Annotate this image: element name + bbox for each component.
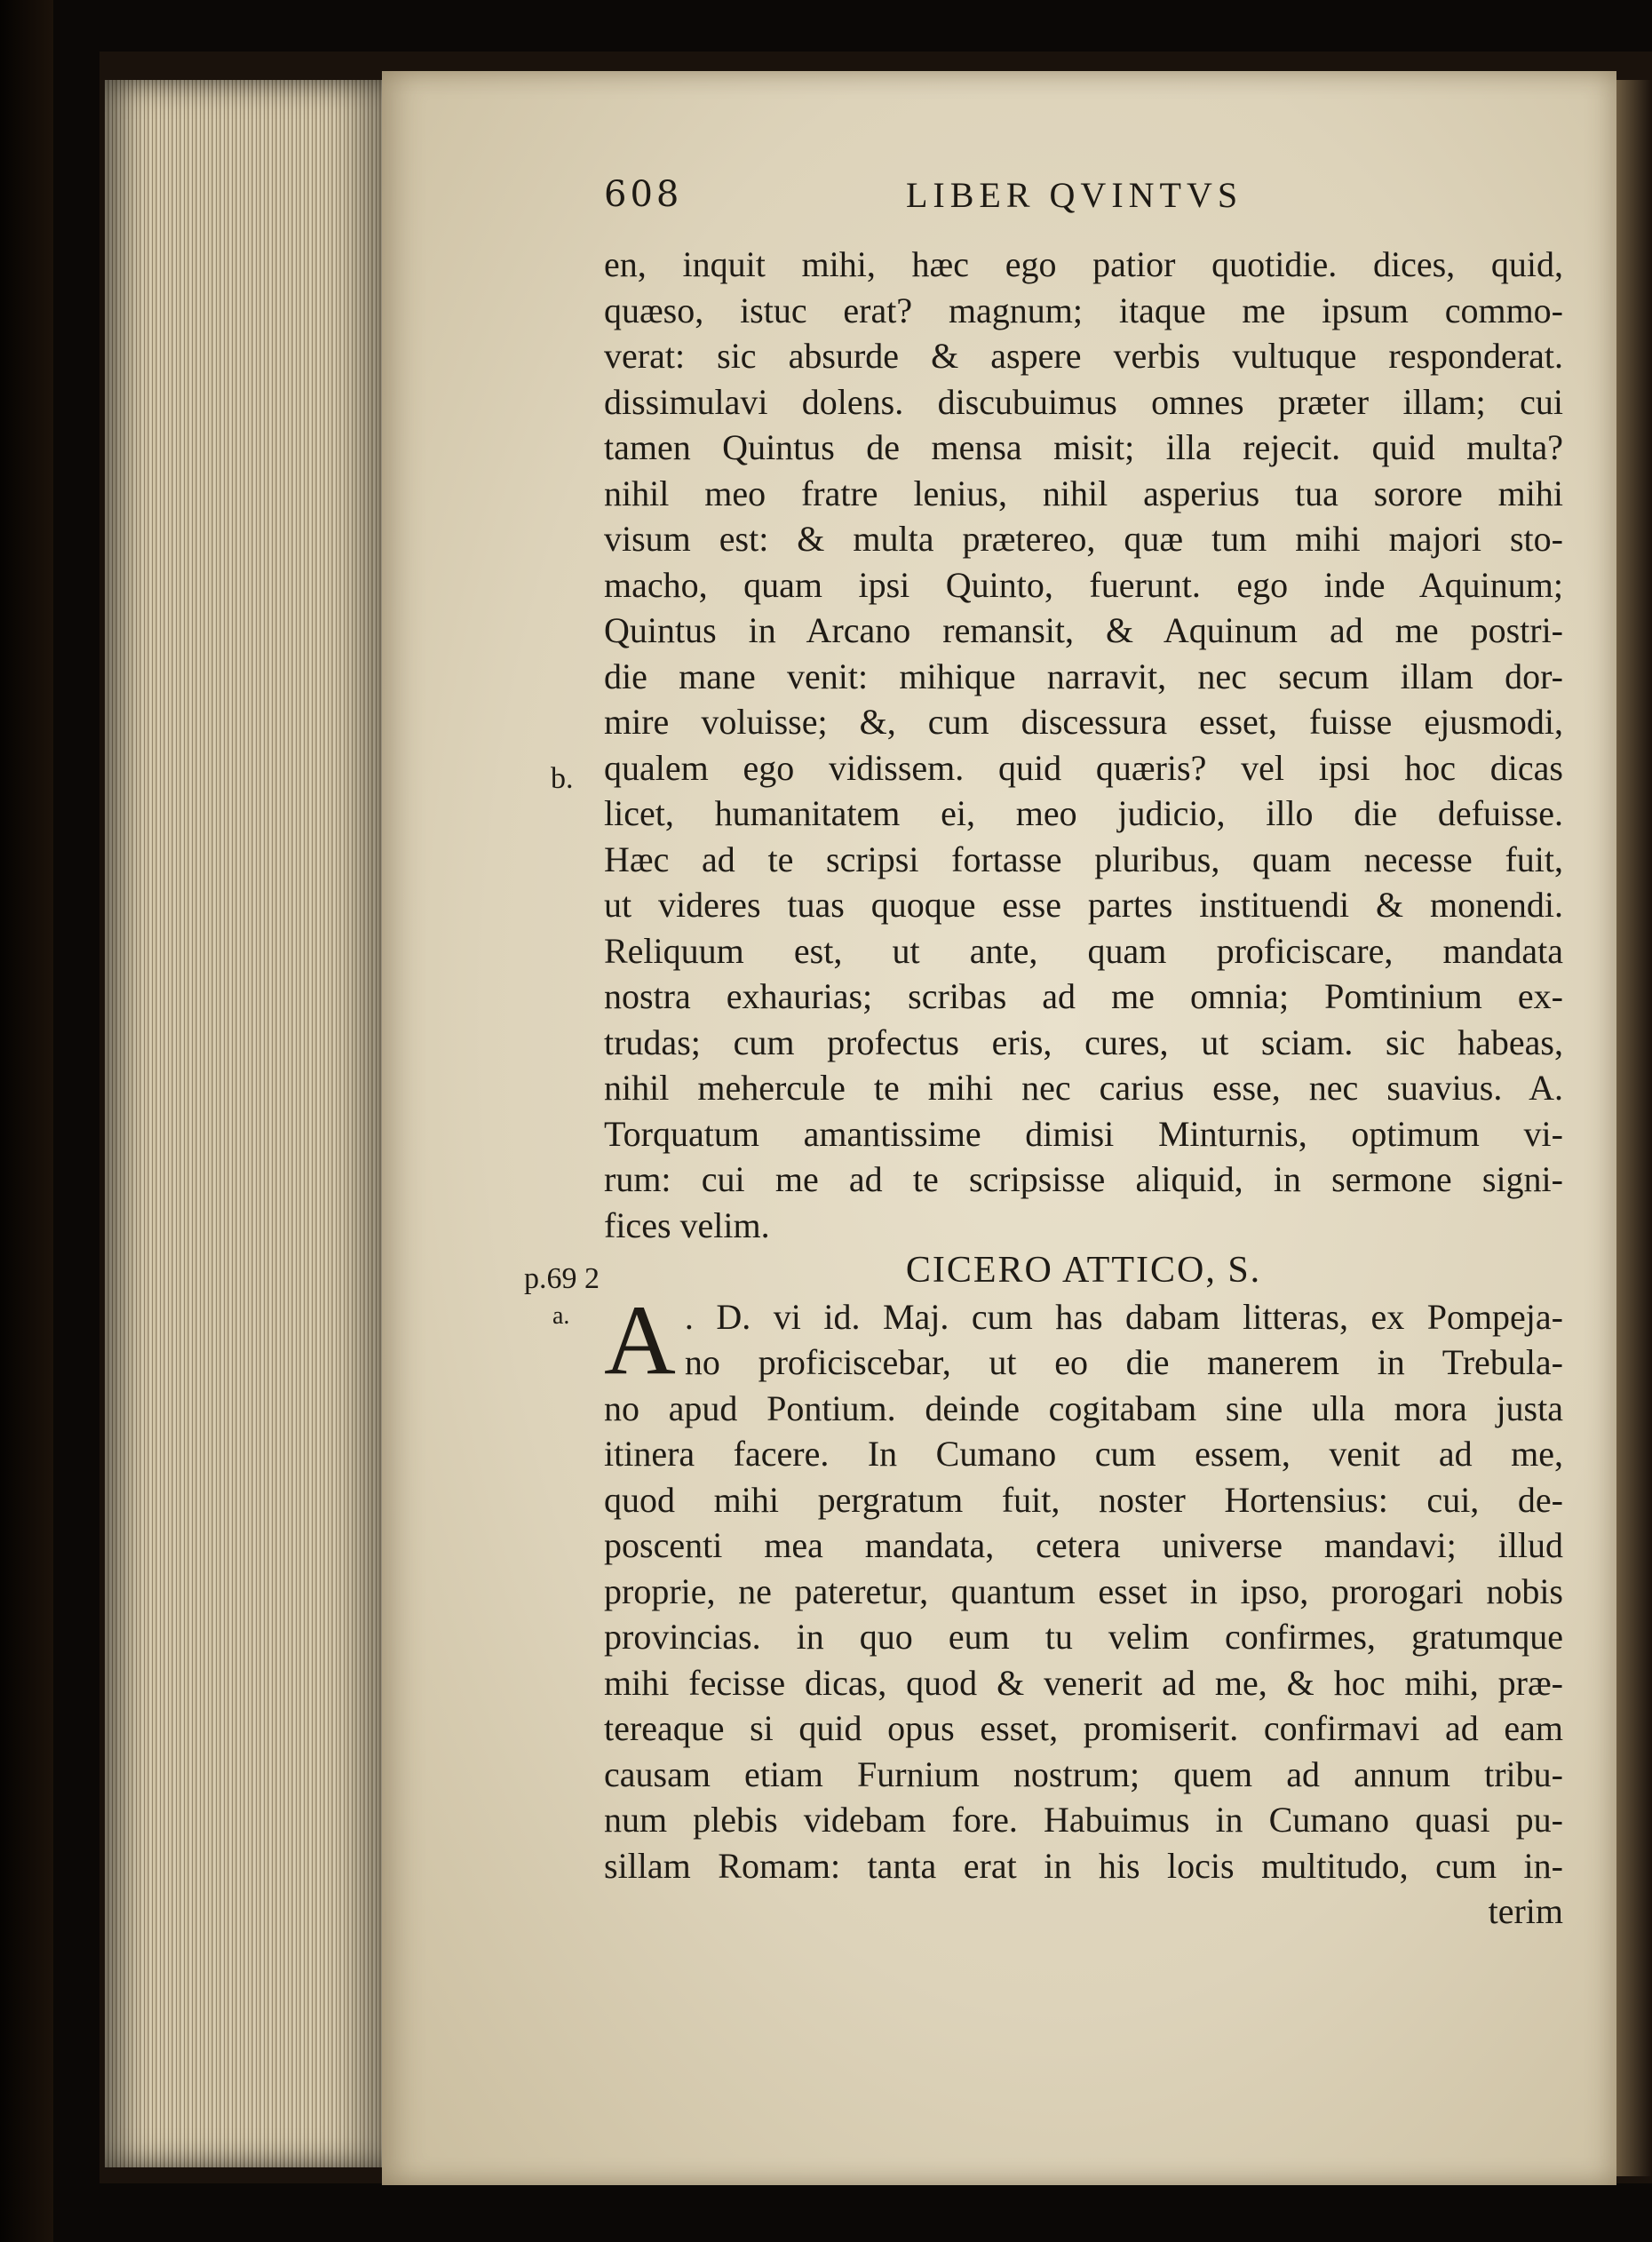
text-line: proprie, ne pateretur, quantum esset in ipso, prorogari nobis — [604, 1570, 1563, 1611]
text-line: no apud Pontium. deinde cogitabam sine ulla mora justa — [604, 1387, 1563, 1428]
text-line: mire voluisse; &, cum discessura esset, fuisse ejusmodi, — [604, 702, 1563, 742]
page-edges — [105, 80, 389, 2167]
letter-body-2 — [604, 1284, 1563, 1889]
margin-note-b: b. — [551, 762, 574, 795]
text-line: poscenti mea mandata, cetera universe mandavi; illud — [604, 1525, 1563, 1565]
text-block — [604, 242, 1563, 1935]
margin-note-page-ref: p.69 2 — [524, 1262, 600, 1295]
catchword: terim — [1488, 1891, 1563, 1931]
text-line: Reliquum est, ut ante, quam proficiscare, mandata — [604, 930, 1563, 971]
text-line: no proficiscebar, ut eo die manerem in Trebula- — [684, 1342, 1563, 1382]
text-line: mihi fecisse dicas, quod & venerit ad me, & hoc mihi, præ- — [604, 1662, 1563, 1703]
text-line: Torquatum amantissime dimisi Minturnis, optimum vi- — [604, 1113, 1563, 1154]
text-line: quod mihi pergratum fuit, noster Hortensius: cui, de- — [604, 1479, 1563, 1520]
text-line: num plebis videbam fore. Habuimus in Cumano quasi pu- — [604, 1800, 1563, 1840]
text-line: rum: cui me ad te scripsisse aliquid, in sermone signi- — [604, 1159, 1563, 1199]
book-binding-shadow — [0, 0, 53, 2242]
text-line: fices velim. — [604, 1204, 770, 1245]
text-line: causam etiam Furnium nostrum; quem ad annum tribu- — [604, 1753, 1563, 1794]
text-line: dissimulavi dolens. discubuimus omnes præter illam; cui — [604, 381, 1563, 422]
text-line: qualem ego vidissem. quid quæris? vel ipsi hoc dicas — [604, 747, 1563, 788]
text-line: tamen Quintus de mensa misit; illa rejecit. quid multa? — [604, 427, 1563, 467]
letter-body-1 — [604, 242, 1563, 1248]
text-line: tereaque si quid opus esset, promiserit. confirmavi ad eam — [604, 1708, 1563, 1748]
text-line: ut videres tuas quoque esse partes instituendi & monendi. — [604, 885, 1563, 925]
text-line: Quintus in Arcano remansit, & Aquinum ad me postri- — [604, 610, 1563, 650]
text-line: sillam Romam: tanta erat in his locis multitudo, cum in- — [604, 1845, 1563, 1886]
letter-heading: CICERO ATTICO, S. — [905, 1250, 1262, 1291]
text-line: provincias. in quo eum tu velim confirmes, gratumque — [604, 1617, 1563, 1657]
text-line: itinera facere. In Cumano cum essem, venit ad me, — [604, 1434, 1563, 1474]
text-line: nihil mehercule te mihi nec carius esse, nec suavius. A. — [604, 1068, 1563, 1108]
text-line: visum est: & multa prætereo, quæ tum mihi majori sto- — [604, 519, 1563, 559]
text-line: en, inquit mihi, hæc ego patior quotidie. dices, quid, — [604, 244, 1563, 284]
text-line: verat: sic absurde & aspere verbis vultuque responderat. — [604, 336, 1563, 376]
text-line: trudas; cum profectus eris, cures, ut sciam. sic habeas, — [604, 1022, 1563, 1062]
drop-initial: A — [604, 1284, 676, 1395]
text-line: Hæc ad te scripsi fortasse pluribus, quam necesse fuit, — [604, 839, 1563, 879]
facing-page-shadow — [1616, 80, 1652, 2176]
margin-note-a: a. — [552, 1302, 570, 1330]
text-line: . D. vi id. Maj. cum has dabam litteras, ex Pompeja- — [684, 1296, 1563, 1337]
text-line: nostra exhaurias; scribas ad me omnia; Pomtinium ex- — [604, 976, 1563, 1016]
text-line: quæso, istuc erat? magnum; itaque me ipsum commo- — [604, 290, 1563, 330]
running-title: LIBER QVINTVS — [906, 175, 1243, 215]
text-line: nihil meo fratre lenius, nihil asperius tua sorore mihi — [604, 473, 1563, 513]
text-line: die mane venit: mihique narravit, nec secum illam dor- — [604, 656, 1563, 696]
page-number: 608 — [604, 174, 683, 215]
text-line: licet, humanitatem ei, meo judicio, illo die defuisse. — [604, 793, 1563, 833]
running-head — [604, 174, 1368, 219]
text-line: macho, quam ipsi Quinto, fuerunt. ego inde Aquinum; — [604, 564, 1563, 605]
